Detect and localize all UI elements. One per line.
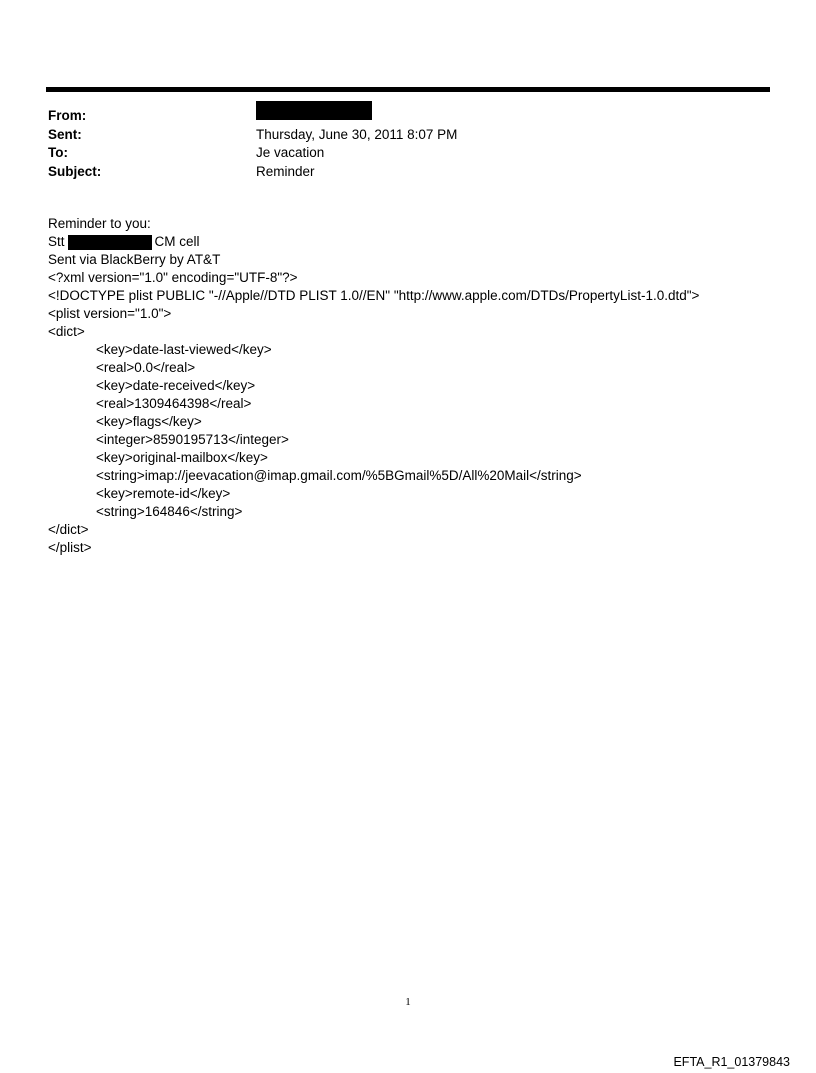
sent-value: Thursday, June 30, 2011 8:07 PM bbox=[256, 126, 458, 142]
dict-line: <string>164846</string> bbox=[96, 504, 243, 519]
from-label: From: bbox=[48, 108, 87, 123]
subject-value: Reminder bbox=[256, 163, 315, 179]
body-line: </plist> bbox=[48, 540, 92, 555]
dict-line: <integer>8590195713</integer> bbox=[96, 432, 289, 447]
sent-row bbox=[48, 126, 457, 145]
bates-number: EFTA_R1_01379843 bbox=[673, 1055, 790, 1069]
body-line: <plist version="1.0"> bbox=[48, 306, 172, 321]
dict-line: <key>remote-id</key> bbox=[96, 486, 231, 501]
body-line: <dict> bbox=[48, 324, 85, 339]
page-number: 1 bbox=[405, 996, 411, 1008]
body-line: <?xml version="1.0" encoding="UTF-8"?> bbox=[48, 270, 298, 285]
dict-line: <key>date-received</key> bbox=[96, 378, 256, 393]
sent-label: Sent: bbox=[48, 126, 82, 142]
body-line: <!DOCTYPE plist PUBLIC "-//Apple//DTD PLIST 1.0//EN" "http://www.apple.com/DTDs/PropertyList-1.0.dtd"> bbox=[48, 288, 700, 303]
email-header bbox=[48, 107, 457, 181]
body-text: CM cell bbox=[154, 234, 200, 249]
subject-row bbox=[48, 163, 457, 182]
body-line-redacted bbox=[48, 233, 699, 251]
to-row bbox=[48, 144, 457, 163]
body-line: Reminder to you: bbox=[48, 216, 151, 231]
body-line: Sent via BlackBerry by AT&T bbox=[48, 252, 221, 267]
dict-line: <key>date-last-viewed</key> bbox=[96, 342, 272, 357]
redaction-box bbox=[256, 101, 372, 120]
email-body bbox=[48, 215, 699, 557]
from-row bbox=[48, 107, 457, 126]
from-value bbox=[256, 107, 372, 126]
dict-line: <real>0.0</real> bbox=[96, 360, 196, 375]
body-line: </dict> bbox=[48, 522, 89, 537]
dict-line: <key>flags</key> bbox=[96, 414, 202, 429]
body-text: Stt bbox=[48, 234, 65, 249]
header-divider bbox=[46, 87, 770, 92]
redaction-box bbox=[68, 235, 152, 250]
dict-line: <key>original-mailbox</key> bbox=[96, 450, 268, 465]
to-label: To: bbox=[48, 145, 68, 160]
to-value: Je vacation bbox=[256, 145, 325, 160]
dict-line: <real>1309464398</real> bbox=[96, 396, 252, 411]
dict-line: <string>imap://jeevacation@imap.gmail.com/%5BGmail%5D/All%20Mail</string> bbox=[96, 468, 582, 483]
subject-label: Subject: bbox=[48, 163, 102, 179]
